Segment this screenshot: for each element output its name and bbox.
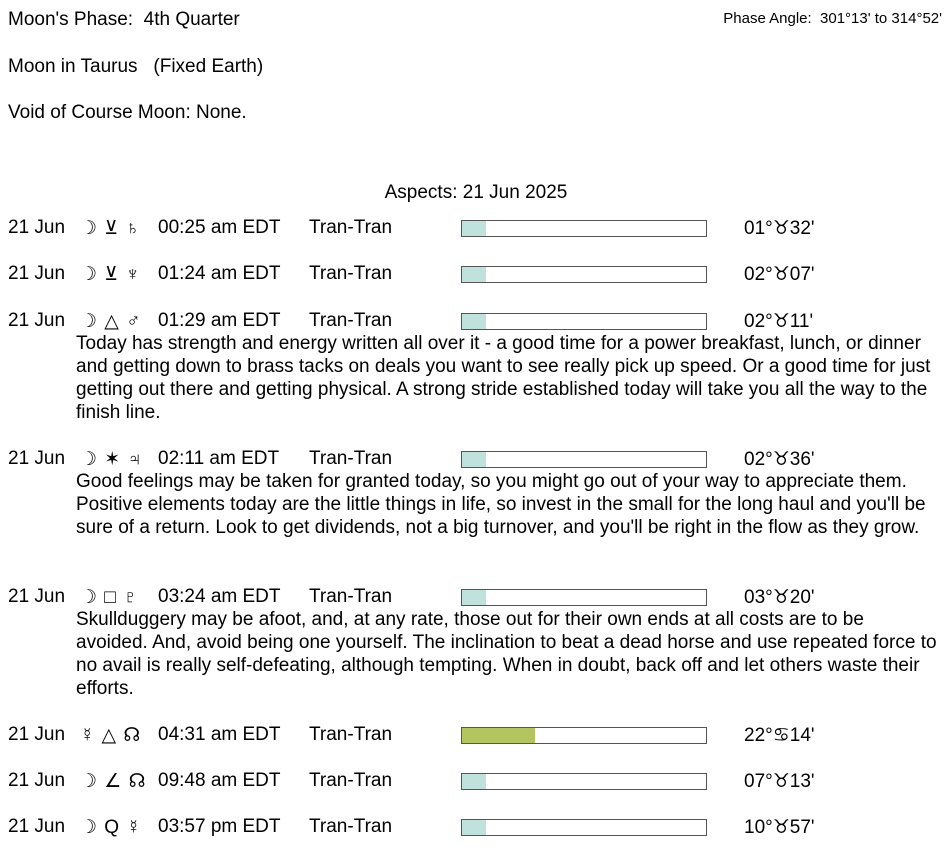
aspect-row bbox=[0, 724, 952, 748]
aspect-position: 03°♉20' bbox=[744, 587, 815, 608]
aspect-glyphs: ☽ ⊻ ♆ bbox=[80, 264, 141, 285]
phase-angle: Phase Angle: 301°13' to 314°52' bbox=[723, 10, 942, 27]
aspect-date: 21 Jun bbox=[8, 816, 66, 837]
aspect-type: Tran-Tran bbox=[309, 770, 393, 791]
strength-bar-fill bbox=[462, 774, 486, 789]
aspect-row bbox=[0, 310, 952, 334]
aspect-row bbox=[0, 217, 952, 241]
strength-bar bbox=[461, 727, 707, 744]
aspect-type: Tran-Tran bbox=[309, 448, 393, 469]
strength-bar-fill bbox=[462, 314, 486, 329]
strength-bar-fill bbox=[462, 267, 486, 282]
aspect-date: 21 Jun bbox=[8, 448, 66, 469]
aspect-date: 21 Jun bbox=[8, 724, 66, 745]
moon-phase: Moon's Phase: 4th Quarter bbox=[8, 9, 240, 30]
strength-bar-fill bbox=[462, 221, 486, 236]
aspect-glyphs: ☿ △ ☊ bbox=[80, 725, 142, 746]
aspect-interpretation: Skullduggery may be afoot, and, at any rate, those out for their own ends at all costs are to be avoided. And, avoid being one yourself. The inclination to beat a dead horse and use repeated force to no avail is really self-defeating, although tempting. When in doubt, back off and let others waste their efforts. bbox=[76, 609, 937, 699]
aspect-row bbox=[0, 448, 952, 472]
aspect-row bbox=[0, 586, 952, 610]
strength-bar bbox=[461, 819, 707, 836]
strength-bar bbox=[461, 220, 707, 237]
aspect-type: Tran-Tran bbox=[309, 724, 393, 745]
aspect-type: Tran-Tran bbox=[309, 816, 393, 837]
aspect-time: 01:29 am EDT bbox=[158, 310, 281, 331]
aspect-time: 03:57 pm EDT bbox=[158, 816, 281, 837]
strength-bar bbox=[461, 451, 707, 468]
aspect-time: 09:48 am EDT bbox=[158, 770, 281, 791]
strength-bar bbox=[461, 773, 707, 790]
strength-bar bbox=[461, 589, 707, 606]
aspect-position: 22°♋14' bbox=[744, 725, 815, 746]
strength-bar-fill bbox=[462, 452, 486, 467]
aspect-glyphs: ☽ Q ☿ bbox=[80, 817, 142, 838]
aspect-type: Tran-Tran bbox=[309, 586, 393, 607]
aspect-position: 07°♉13' bbox=[744, 771, 815, 792]
aspect-position: 01°♉32' bbox=[744, 218, 815, 239]
aspect-position: 02°♉11' bbox=[744, 311, 814, 332]
aspect-time: 02:11 am EDT bbox=[158, 448, 280, 469]
strength-bar bbox=[461, 266, 707, 283]
aspect-position: 02°♉36' bbox=[744, 449, 815, 470]
aspect-date: 21 Jun bbox=[8, 586, 66, 607]
aspect-time: 01:24 am EDT bbox=[158, 263, 281, 284]
strength-bar-fill bbox=[462, 820, 486, 835]
moon-sign: Moon in Taurus (Fixed Earth) bbox=[8, 56, 264, 77]
aspects-title: Aspects: 21 Jun 2025 bbox=[384, 182, 568, 203]
aspect-position: 10°♉57' bbox=[744, 817, 815, 838]
aspect-type: Tran-Tran bbox=[309, 310, 393, 331]
aspect-time: 03:24 am EDT bbox=[158, 586, 281, 607]
aspect-position: 02°♉07' bbox=[744, 264, 815, 285]
aspect-date: 21 Jun bbox=[8, 310, 66, 331]
void-of-course: Void of Course Moon: None. bbox=[8, 102, 247, 123]
aspect-glyphs: ☽ ⊻ ♄ bbox=[80, 218, 141, 239]
aspect-date: 21 Jun bbox=[8, 217, 66, 238]
aspect-time: 00:25 am EDT bbox=[158, 217, 281, 238]
aspect-interpretation: Good feelings may be taken for granted today, so you might go out of your way to appreciate them. Positive elements today are the little things in life, so invest in the small for the long haul and you'll be sure of a return. Look to get dividends, not a big turnover, and you'll be right in the flow as they grow. bbox=[76, 471, 926, 538]
aspect-date: 21 Jun bbox=[8, 770, 66, 791]
strength-bar-fill bbox=[462, 728, 535, 743]
aspect-time: 04:31 am EDT bbox=[158, 724, 281, 745]
strength-bar-fill bbox=[462, 590, 486, 605]
aspect-interpretation: Today has strength and energy written all over it - a good time for a power breakfast, lunch, or dinner and getting down to brass tacks on deals you want to see really pick up speed. Or a good time for just getting out there and getting physical. A strong stride established today will take you all the way to the finish line. bbox=[76, 333, 931, 423]
strength-bar bbox=[461, 313, 707, 330]
aspect-glyphs: ☽ ∠ ☊ bbox=[80, 771, 147, 792]
aspect-type: Tran-Tran bbox=[309, 263, 393, 284]
aspect-glyphs: ☽ □ ♇ bbox=[80, 587, 139, 608]
aspect-type: Tran-Tran bbox=[309, 217, 393, 238]
aspect-glyphs: ☽ ✶ ♃ bbox=[80, 449, 143, 470]
aspect-row bbox=[0, 263, 952, 287]
aspect-date: 21 Jun bbox=[8, 263, 66, 284]
aspect-glyphs: ☽ △ ♂ bbox=[80, 311, 142, 332]
aspect-row bbox=[0, 816, 952, 840]
aspect-row bbox=[0, 770, 952, 794]
